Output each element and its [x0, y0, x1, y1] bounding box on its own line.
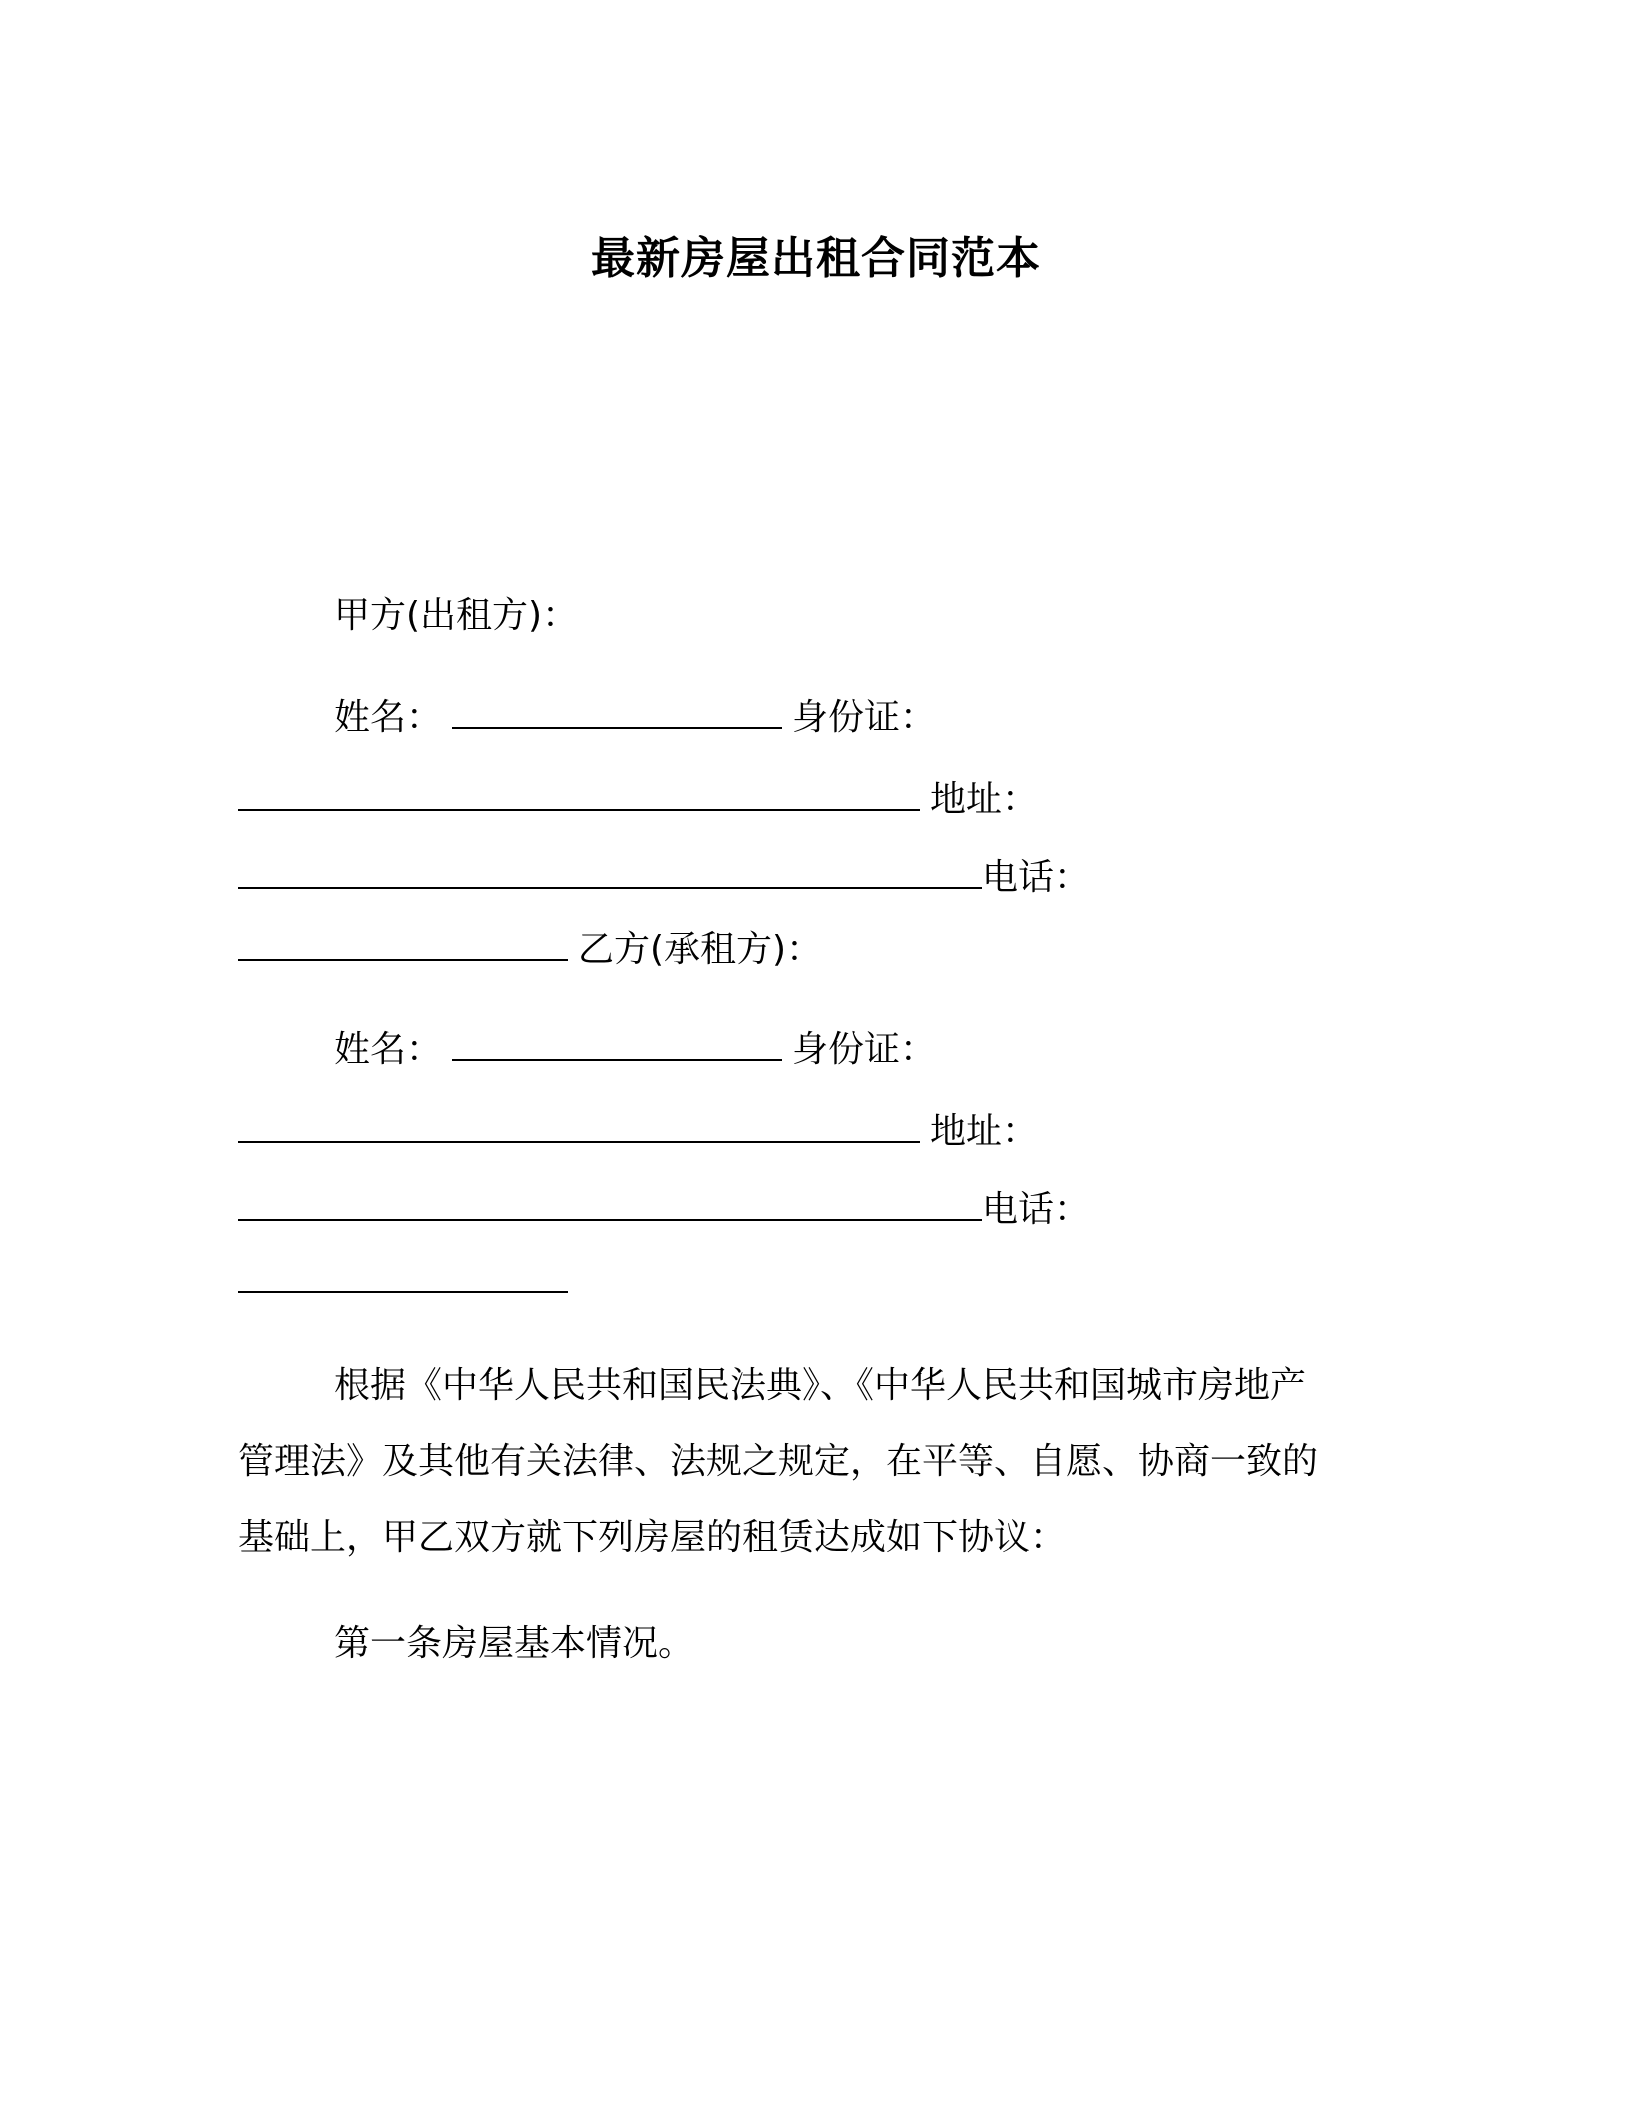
party-a-address-row	[238, 854, 1090, 902]
party-b-name-row	[334, 1026, 936, 1074]
party-a-heading: 甲方(出租方)：	[334, 595, 579, 636]
party-a-address-label: 地址：	[930, 779, 1039, 820]
party-b-phone-row	[238, 1258, 568, 1306]
party-b-address-row	[238, 1186, 1090, 1234]
document-title: 最新房屋出租合同范本	[591, 233, 1041, 284]
party-b-name-label: 姓名：	[334, 1029, 443, 1070]
preamble-line-2: 管理法》及其他有关法律、法规之规定，在平等、自愿、协商一致的	[238, 1441, 1319, 1482]
party-b-phone-label: 电话：	[982, 1189, 1091, 1230]
party-b-address-blank	[238, 1209, 982, 1221]
party-a-name-row	[334, 694, 936, 742]
party-a-id-row	[238, 776, 1038, 824]
party-b-id-blank	[238, 1131, 920, 1143]
party-a-phone-blank	[238, 949, 568, 961]
party-a-phone-label: 电话：	[982, 857, 1091, 898]
party-b-address-label: 地址：	[930, 1111, 1039, 1152]
party-b-id-label: 身份证：	[792, 1029, 937, 1070]
party-a-name-label: 姓名：	[334, 697, 443, 738]
party-a-phone-row	[238, 926, 822, 974]
party-a-id-blank	[238, 799, 920, 811]
article-1-heading: 第一条房屋基本情况。	[334, 1623, 695, 1664]
party-b-id-row	[238, 1108, 1038, 1156]
party-a-name-blank	[452, 717, 782, 729]
party-a-id-label: 身份证：	[792, 697, 937, 738]
party-a-address-blank	[238, 877, 982, 889]
preamble-line-1: 根据《中华人民共和国民法典》、《中华人民共和国城市房地产	[334, 1365, 1307, 1406]
party-b-name-blank	[452, 1049, 782, 1061]
preamble-line-3: 基础上，甲乙双方就下列房屋的租赁达成如下协议：	[238, 1517, 1067, 1558]
party-b-heading: 乙方(承租方)：	[578, 929, 823, 970]
party-b-phone-blank	[238, 1281, 568, 1293]
